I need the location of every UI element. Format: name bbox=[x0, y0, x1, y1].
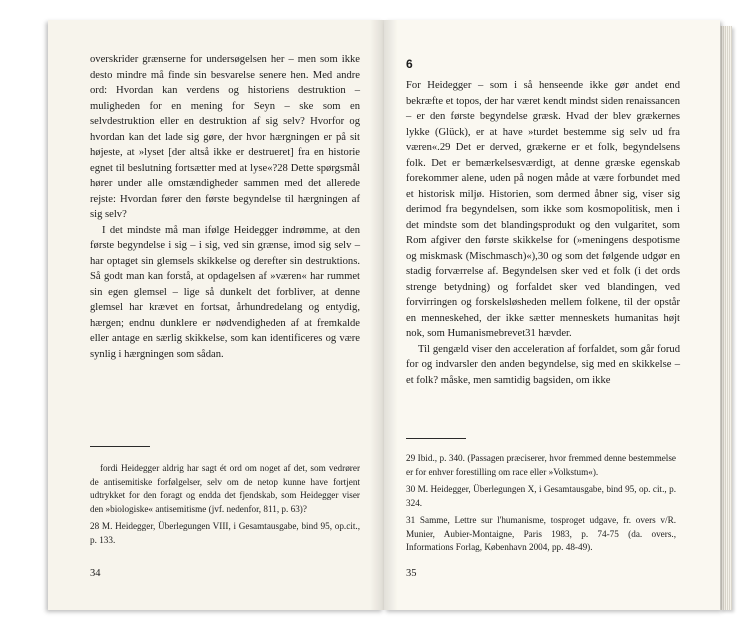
left-footnotes bbox=[90, 462, 360, 551]
page-number-right: 35 bbox=[406, 568, 417, 579]
right-paragraph-1: For Heidegger – som i så henseende ikke gør andet end bekræfte et topos, der har været kendt mindst siden renaissancen – er den første begyndelse græsk. Hvad der blev grækernes lykke (Glück), er at have »turdet bestemme sig selv ud fra væren«.29 Det er derved, grækerne er et folk, begyndelsens folk. Det er bemærkelsesværdigt, at denne græske egenskab forekommer alene, uden på nogen måde at være forbundet med et historisk miljø. Historien, som dermed åbner sig, viser sig derimod fra begyndelsen, som ikke som kosmopolitisk, men i det mindste som det blandingsprodukt og den vulgaritet, som Rom afgiver den første skikkelse for (»meningens despotisme og miskmask (Mischmasch)«),30 og som det følgende udgør en stadig forværrelse af. Begyndelsen sker ved et folk (i det ords strenge betydning) og forfaldet sker ved blandingen, ved forvirringen og forskelsløsheden mellem folkene, til der opstår en menneskehed, der ikke sætter menneskets humanitas højt nok, som Humanismebrevet31 hævder. bbox=[406, 80, 680, 339]
footnote-30: 30 M. Heidegger, Überlegungen X, i Gesamtausgabe, bind 95, op. cit., p. 324. bbox=[406, 484, 676, 508]
page-edges bbox=[720, 26, 732, 610]
footnote-continued: fordi Heidegger aldrig har sagt ét ord om noget af det, som vedrører de antisemitiske forfølgelser, selv om de netop kunne have fortjent udtrykket for den foragt og endda det fjendskab, som Heidegger viser den »biologiske« antisemitisme (jvf. nedenfor, 811, p. 63)? bbox=[90, 463, 360, 514]
right-page bbox=[384, 20, 720, 610]
footnote-rule bbox=[406, 438, 466, 439]
left-page bbox=[48, 20, 384, 610]
footnote-28: 28 M. Heidegger, Überlegungen VIII, i Gesamtausgabe, bind 95, op.cit., p. 133. bbox=[90, 521, 360, 545]
footnote-rule bbox=[90, 446, 150, 447]
footnote-29: 29 Ibid., p. 340. (Passagen præciserer, hvor fremmed denne bestemmelse er for enhver forestilling om race eller »Volkstum«). bbox=[406, 453, 676, 477]
section-number: 6 bbox=[406, 57, 413, 71]
left-paragraph-2: I det mindste må man ifølge Heidegger indrømme, at den første begyndelse i sig – i sig, ved sin grænse, imod sig selv – har optaget sin glemsels skikkelse og derefter sin destruktions. Så godt man kan forstå, at opdagelsen af »væren« har rummet sin egen glemsel – lige så dunkelt det forbliver, at denne glemsel har krævet en fortsat, århundredelang og entydig, hærgen; endnu dunklere er nødvendigheden af at fremkalde eller antage en særlig skikkelse, som kan identificeres og være synlig i hærgningen som sådan. bbox=[90, 224, 360, 360]
left-body-text bbox=[90, 52, 360, 362]
right-paragraph-2: Til gengæld viser den acceleration af forfaldet, som går forud for og indvarsler den anden begyndelse, sig med en skikkelse – et folk? måske, men samtidig bagsiden, om ikke bbox=[406, 343, 680, 386]
right-body-text bbox=[406, 78, 680, 388]
right-footnotes bbox=[406, 452, 676, 559]
open-book bbox=[48, 20, 720, 616]
left-paragraph-1: overskrider grænserne for undersøgelsen her – men som ikke desto mindre må finde sin besvarelse senere hen. Med andre ord: Hvordan kan verdens og historiens destruktion – muligheden for en mening for Seyn – ske som en selvdestruktion eller en destruktion af sig selv? Hvorfor og hvordan kan det lade sig gøre, der hvor hærgningen er på sit højeste, at »lyset [der altså ikke er destrueret] fra en historie egnet til beslutning fortsætter med at lyse«?28 Dette spørgsmål hører under alle omstændigheder sammen med det allerede rejste: Hvordan fører den første begyndelse til hærgningen af sig selv? bbox=[90, 54, 360, 220]
page-number-left: 34 bbox=[90, 568, 101, 579]
footnote-31: 31 Samme, Lettre sur l'humanisme, tosproget udgave, fr. overs v/R. Munier, Aubier-Montaigne, Paris 1983, p. 74-75 (da. overs., Informations Forlag, København 2004, pp. 48-49). bbox=[406, 515, 676, 552]
